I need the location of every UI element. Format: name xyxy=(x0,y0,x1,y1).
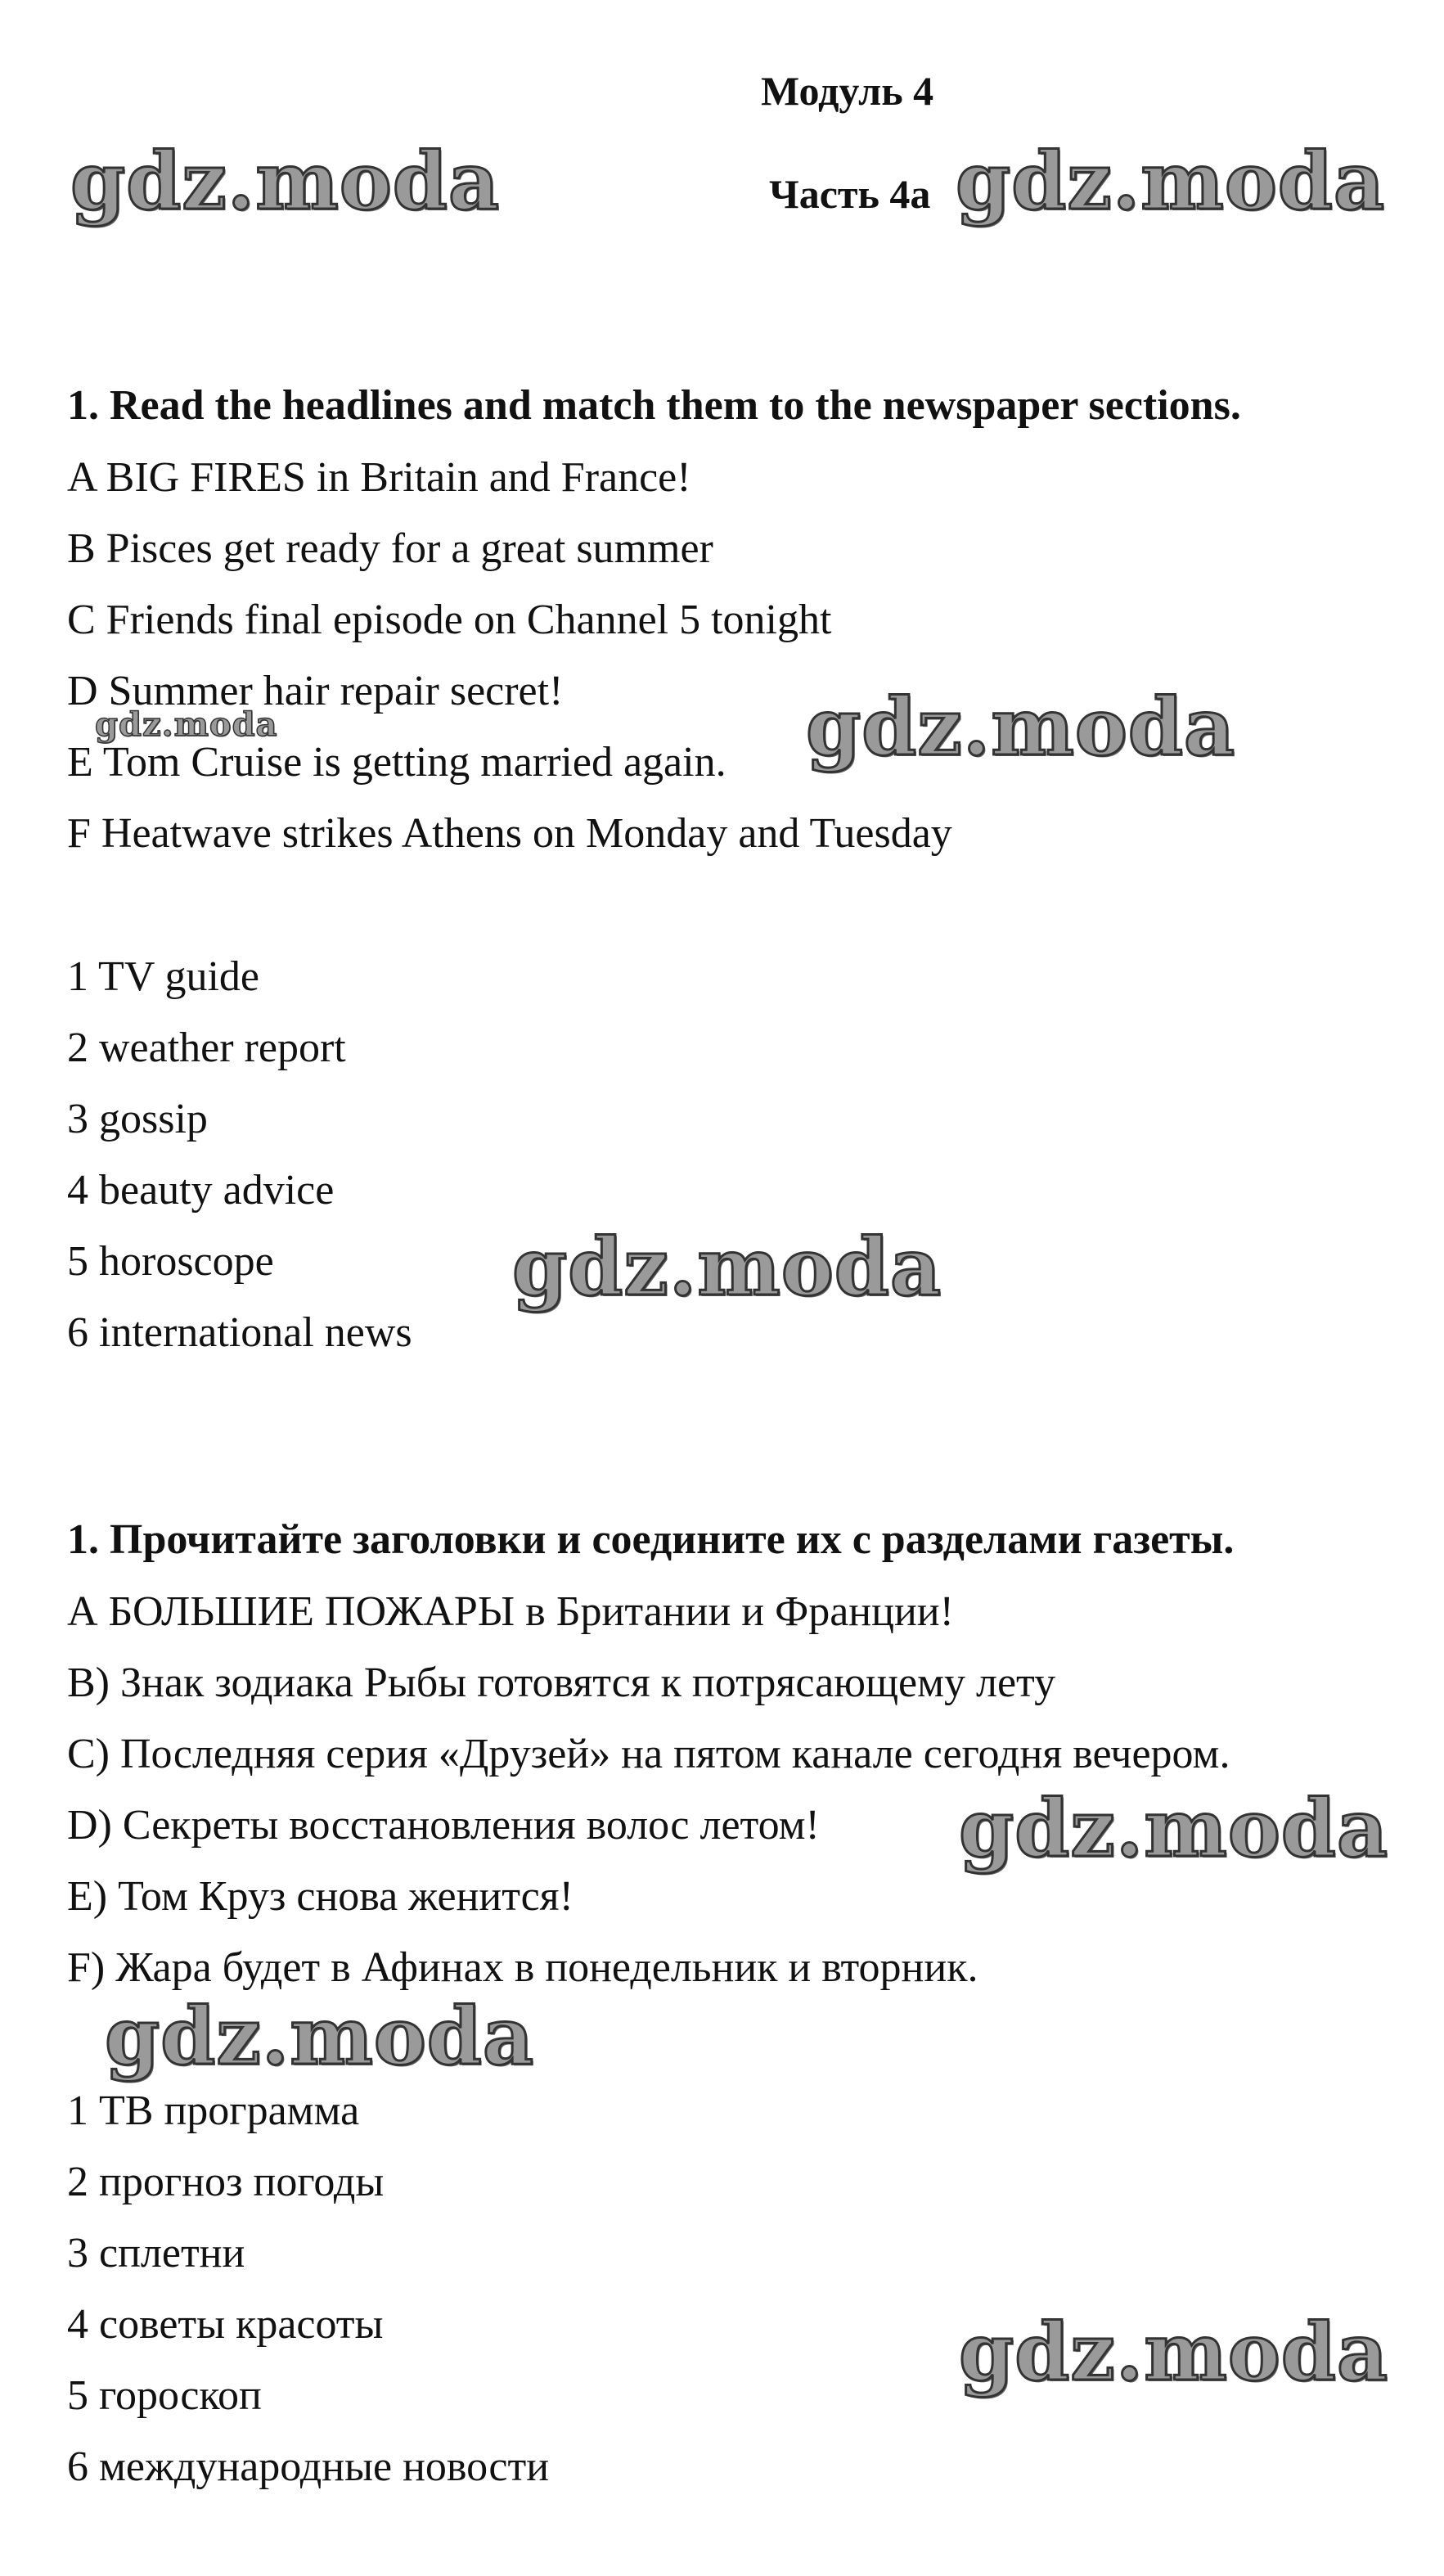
ru-headline-f: F) Жара будет в Афинах в понедельник и вторник. xyxy=(67,1944,978,1991)
headline-c: C Friends final episode on Channel 5 tonight xyxy=(67,597,832,643)
headline-a: A BIG FIRES in Britain and France! xyxy=(67,454,691,501)
headline-b: B Pisces get ready for a great summer xyxy=(67,525,713,572)
watermark-logo: gdz.moda xyxy=(105,1990,535,2083)
section-3: 3 gossip xyxy=(67,1096,208,1142)
russian-heading: 1. Прочитайте заголовки и соедините их с разделами газеты. xyxy=(67,1516,1235,1563)
ru-section-2: 2 прогноз погоды xyxy=(67,2159,385,2205)
ru-section-4: 4 советы красоты xyxy=(67,2301,384,2348)
ru-headline-a: А БОЛЬШИЕ ПОЖАРЫ в Британии и Франции! xyxy=(67,1588,954,1635)
english-headlines-list xyxy=(67,442,952,869)
ru-headline-e: E) Том Круз снова женится! xyxy=(67,1873,574,1920)
headline-f: F Heatwave strikes Athens on Monday and Tuesday xyxy=(67,810,952,857)
watermark-logo: gdz.moda xyxy=(956,135,1386,227)
ru-section-1: 1 ТВ программа xyxy=(67,2087,360,2134)
section-1: 1 TV guide xyxy=(67,953,259,1000)
ru-headline-d: D) Секреты восстановления волос летом! xyxy=(67,1802,820,1849)
watermark-logo: gdz.moda xyxy=(959,1782,1389,1875)
watermark-logo: gdz.moda xyxy=(959,2306,1389,2398)
english-heading: 1. Read the headlines and match them to the newspaper sections. xyxy=(67,382,1241,429)
ru-section-3: 3 сплетни xyxy=(67,2230,245,2277)
ru-section-5: 5 гороскоп xyxy=(67,2372,262,2419)
section-5: 5 horoscope xyxy=(67,1238,274,1285)
watermark-logo: gdz.moda xyxy=(512,1221,942,1313)
headline-e: E Tom Cruise is getting married again. xyxy=(67,739,726,786)
section-4: 4 beauty advice xyxy=(67,1167,335,1214)
russian-sections-list xyxy=(67,2075,549,2502)
english-sections-list xyxy=(67,941,412,1368)
ru-headline-b: B) Знак зодиака Рыбы готовятся к потрясающему лету xyxy=(67,1660,1056,1706)
section-2: 2 weather report xyxy=(67,1025,346,1071)
ru-section-6: 6 международные новости xyxy=(67,2443,550,2490)
watermark-logo: gdz.moda xyxy=(70,135,501,227)
section-6: 6 international news xyxy=(67,1309,412,1356)
headline-d: D Summer hair repair secret! xyxy=(67,668,564,714)
watermark-logo: gdz.moda xyxy=(806,681,1236,773)
module-title: Модуль 4 xyxy=(761,68,934,114)
watermark-logo: gdz.moda xyxy=(95,705,278,744)
ru-headline-c: C) Последняя серия «Друзей» на пятом канале сегодня вечером. xyxy=(67,1731,1230,1777)
part-title: Часть 4а xyxy=(769,171,931,217)
